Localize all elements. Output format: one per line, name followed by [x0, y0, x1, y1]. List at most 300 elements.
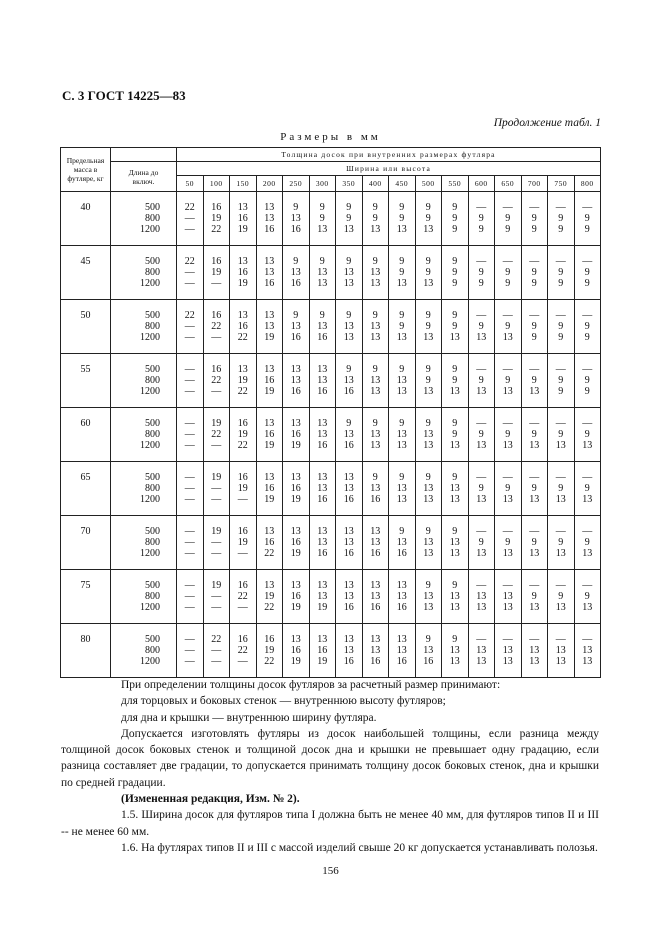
thickness-cell	[309, 570, 336, 624]
thickness-cell	[389, 354, 416, 408]
thickness-value: 9	[452, 213, 458, 224]
thickness-value: 9	[452, 429, 458, 440]
thickness-value: 13	[264, 418, 275, 429]
thickness-cell	[256, 354, 283, 408]
thickness-value: 13	[317, 375, 328, 386]
thickness-value: —	[476, 526, 487, 537]
thickness-value: 13	[582, 656, 593, 667]
thickness-value: 19	[290, 602, 301, 613]
thickness-value: 16	[343, 440, 354, 451]
thickness-value: 13	[370, 321, 381, 332]
thickness-value: 9	[558, 375, 564, 386]
thickness-value: 13	[476, 440, 487, 451]
thickness-cell	[442, 570, 469, 624]
thickness-cell	[415, 408, 442, 462]
thickness-value: 16	[343, 602, 354, 613]
thickness-value: 13	[343, 375, 354, 386]
thickness-value: 13	[502, 440, 513, 451]
thickness-value: 16	[343, 494, 354, 505]
length-value: 1200	[140, 332, 160, 343]
thickness-value: 13	[317, 321, 328, 332]
table-row	[61, 300, 601, 354]
thickness-value: —	[529, 202, 540, 213]
thickness-value: 13	[343, 634, 354, 645]
thickness-value: 13	[476, 591, 487, 602]
thickness-value: —	[184, 526, 195, 537]
thickness-cell	[283, 246, 310, 300]
thickness-cell	[256, 624, 283, 678]
thickness-value: 13	[502, 386, 513, 397]
thickness-table	[60, 147, 601, 678]
thickness-value: —	[184, 332, 195, 343]
paragraph: При определении толщины досок футляров за расчетный размер принимают:	[121, 679, 501, 691]
thickness-value: 9	[505, 267, 511, 278]
thickness-value: 13	[237, 202, 248, 213]
thickness-value: 13	[555, 656, 566, 667]
thickness-value: 9	[319, 256, 325, 267]
thickness-value: 13	[502, 602, 513, 613]
thickness-cell	[283, 300, 310, 354]
thickness-value: 9	[319, 202, 325, 213]
thickness-cell	[256, 462, 283, 516]
thickness-cell	[309, 408, 336, 462]
thickness-value: 13	[529, 440, 540, 451]
thickness-value: 13	[370, 386, 381, 397]
thickness-value: 9	[478, 429, 484, 440]
thickness-cell	[203, 624, 230, 678]
thickness-value: 16	[264, 224, 275, 235]
width-header: 800	[574, 176, 601, 192]
length-cell	[111, 192, 177, 246]
thickness-value: 13	[343, 267, 354, 278]
thickness-value: 9	[346, 310, 352, 321]
thickness-value: 9	[452, 418, 458, 429]
thickness-value: 13	[449, 332, 460, 343]
thickness-value: 13	[317, 267, 328, 278]
thickness-value: 19	[290, 656, 301, 667]
thickness-value: 16	[237, 213, 248, 224]
thickness-value: 9	[399, 213, 405, 224]
thickness-value: 13	[370, 429, 381, 440]
paragraph: для торцовых и боковых стенок — внутреннюю высоту футляров;	[121, 695, 446, 708]
thickness-value: 13	[264, 580, 275, 591]
thickness-value: 9	[452, 580, 458, 591]
thickness-value: —	[555, 580, 566, 591]
thickness-value: 13	[396, 375, 407, 386]
thickness-value: —	[529, 364, 540, 375]
thickness-cell	[256, 570, 283, 624]
thickness-cell	[548, 408, 575, 462]
thickness-cell	[574, 570, 601, 624]
thickness-cell	[389, 300, 416, 354]
thickness-value: 16	[237, 526, 248, 537]
thickness-value: 13	[370, 634, 381, 645]
thickness-cell	[415, 570, 442, 624]
thickness-value: 22	[237, 386, 248, 397]
sub-header: Ширина или высота	[177, 162, 601, 176]
thickness-cell	[177, 300, 204, 354]
thickness-value: 9	[293, 202, 299, 213]
thickness-value: —	[184, 472, 195, 483]
thickness-value: —	[555, 526, 566, 537]
thickness-cell	[177, 408, 204, 462]
thickness-value: 16	[290, 278, 301, 289]
thickness-value: 13	[423, 591, 434, 602]
thickness-value: 13	[370, 580, 381, 591]
thickness-value: 16	[264, 483, 275, 494]
thickness-cell	[283, 408, 310, 462]
thickness-value: 16	[290, 224, 301, 235]
thickness-value: 13	[370, 332, 381, 343]
thickness-value: 9	[399, 310, 405, 321]
thickness-cell	[230, 408, 257, 462]
thickness-value: 13	[290, 364, 301, 375]
thickness-value: —	[211, 440, 222, 451]
width-header: 400	[362, 176, 389, 192]
thickness-value: 9	[372, 202, 378, 213]
thickness-cell	[309, 300, 336, 354]
thickness-value: 13	[476, 602, 487, 613]
thickness-value: 16	[343, 548, 354, 559]
thickness-value: 13	[317, 591, 328, 602]
thickness-value: 13	[449, 656, 460, 667]
thickness-value: 16	[317, 645, 328, 656]
thickness-value: 13	[582, 440, 593, 451]
thickness-value: 9	[558, 267, 564, 278]
width-header: 300	[309, 176, 336, 192]
thickness-cell	[548, 570, 575, 624]
thickness-cell	[230, 300, 257, 354]
thickness-cell	[177, 246, 204, 300]
thickness-value: —	[476, 472, 487, 483]
thickness-value: 9	[584, 267, 590, 278]
thickness-value: 13	[370, 645, 381, 656]
thickness-value: 19	[237, 429, 248, 440]
thickness-cell	[468, 354, 495, 408]
thickness-value: 9	[293, 256, 299, 267]
thickness-cell	[442, 516, 469, 570]
thickness-value: 13	[476, 656, 487, 667]
thickness-value: 16	[396, 656, 407, 667]
thickness-value: 9	[531, 224, 537, 235]
thickness-cell	[468, 408, 495, 462]
thickness-cell	[177, 516, 204, 570]
thickness-value: 19	[237, 483, 248, 494]
width-header: 650	[495, 176, 522, 192]
thickness-value: 9	[452, 224, 458, 235]
thickness-value: —	[476, 634, 487, 645]
thickness-cell	[389, 462, 416, 516]
thickness-value: 9	[584, 386, 590, 397]
thickness-value: 13	[423, 548, 434, 559]
thickness-value: —	[476, 364, 487, 375]
thickness-value: 13	[555, 548, 566, 559]
thickness-value: —	[529, 634, 540, 645]
thickness-value: 9	[505, 224, 511, 235]
thickness-value: 16	[290, 645, 301, 656]
thickness-value: 13	[343, 224, 354, 235]
thickness-value: 9	[505, 278, 511, 289]
thickness-cell	[495, 300, 522, 354]
thickness-value: 13	[476, 645, 487, 656]
thickness-cell	[203, 192, 230, 246]
thickness-value: 9	[531, 537, 537, 548]
thickness-cell	[203, 570, 230, 624]
thickness-value: —	[184, 386, 195, 397]
length-value: 800	[145, 321, 160, 332]
table-continuation-label: Продолжение табл. 1	[493, 117, 601, 129]
thickness-cell	[309, 354, 336, 408]
thickness-cell	[442, 246, 469, 300]
thickness-value: 13	[343, 591, 354, 602]
thickness-value: 13	[449, 645, 460, 656]
thickness-cell	[283, 192, 310, 246]
thickness-value: 16	[237, 321, 248, 332]
thickness-value: 16	[211, 310, 222, 321]
thickness-value: 9	[478, 224, 484, 235]
thickness-value: 13	[396, 580, 407, 591]
running-title: С. 3 ГОСТ 14225—83	[62, 88, 186, 103]
thickness-cell	[309, 516, 336, 570]
thickness-value: —	[184, 645, 195, 656]
thickness-value: 13	[343, 580, 354, 591]
thickness-cell	[468, 624, 495, 678]
thickness-value: 16	[211, 202, 222, 213]
thickness-value: 9	[558, 537, 564, 548]
thickness-value: 9	[531, 267, 537, 278]
thickness-value: 13	[290, 526, 301, 537]
table-row	[61, 246, 601, 300]
thickness-value: 19	[211, 213, 222, 224]
thickness-cell	[495, 570, 522, 624]
thickness-cell	[495, 246, 522, 300]
mass-cell: 60	[61, 408, 111, 462]
thickness-value: 13	[423, 440, 434, 451]
thickness-value: —	[184, 656, 195, 667]
thickness-cell	[203, 462, 230, 516]
thickness-value: —	[211, 483, 222, 494]
thickness-value: —	[184, 440, 195, 451]
thickness-value: 13	[529, 386, 540, 397]
thickness-value: 9	[531, 332, 537, 343]
thickness-value: 13	[343, 278, 354, 289]
thickness-value: 13	[264, 256, 275, 267]
table-row	[61, 570, 601, 624]
thickness-cell	[468, 300, 495, 354]
thickness-value: —	[476, 256, 487, 267]
thickness-value: 9	[452, 375, 458, 386]
thickness-cell	[548, 354, 575, 408]
thickness-value: 9	[452, 364, 458, 375]
thickness-value: 13	[555, 494, 566, 505]
length-value: 800	[145, 483, 160, 494]
thickness-value: 9	[531, 278, 537, 289]
thickness-value: 13	[502, 645, 513, 656]
thickness-value: —	[555, 202, 566, 213]
thickness-value: 13	[555, 602, 566, 613]
width-header: 600	[468, 176, 495, 192]
thickness-cell	[521, 192, 548, 246]
thickness-value: —	[211, 548, 222, 559]
mass-cell: 45	[61, 246, 111, 300]
thickness-value: 19	[237, 278, 248, 289]
thickness-value: —	[184, 429, 195, 440]
thickness-cell	[309, 462, 336, 516]
thickness-value: —	[555, 256, 566, 267]
thickness-value: 9	[505, 429, 511, 440]
table-row	[61, 192, 601, 246]
thickness-value: 9	[372, 418, 378, 429]
thickness-value: 13	[290, 213, 301, 224]
thickness-cell	[548, 246, 575, 300]
thickness-value: —	[184, 580, 195, 591]
thickness-value: 9	[584, 537, 590, 548]
thickness-value: 22	[184, 202, 195, 213]
thickness-value: —	[211, 537, 222, 548]
thickness-value: —	[184, 364, 195, 375]
thickness-value: 9	[558, 591, 564, 602]
paragraph-1-6: 1.6. На футлярах типов II и III с массой изделий свыше 20 кг допускается устанавливать полозья.	[121, 841, 598, 854]
thickness-cell	[415, 516, 442, 570]
thickness-value: 16	[290, 332, 301, 343]
thickness-value: 9	[584, 321, 590, 332]
thickness-value: —	[184, 537, 195, 548]
thickness-value: 9	[319, 213, 325, 224]
thickness-value: 9	[372, 364, 378, 375]
thickness-cell	[574, 408, 601, 462]
thickness-cell	[574, 246, 601, 300]
thickness-value: —	[529, 310, 540, 321]
thickness-cell	[336, 624, 363, 678]
thickness-value: —	[555, 310, 566, 321]
length-value: 500	[145, 202, 160, 213]
thickness-value: 13	[264, 267, 275, 278]
thickness-cell	[468, 192, 495, 246]
thickness-value: 9	[558, 321, 564, 332]
thickness-cell	[336, 300, 363, 354]
thickness-cell	[415, 462, 442, 516]
thickness-value: 9	[399, 472, 405, 483]
thickness-value: 13	[449, 386, 460, 397]
thickness-cell	[362, 624, 389, 678]
thickness-value: 13	[317, 224, 328, 235]
thickness-value: 13	[396, 332, 407, 343]
page-number: 156	[322, 865, 339, 877]
thickness-value: 19	[317, 656, 328, 667]
thickness-value: —	[184, 483, 195, 494]
thickness-value: 13	[555, 645, 566, 656]
thickness-value: 16	[370, 548, 381, 559]
length-value: 1200	[140, 602, 160, 613]
thickness-value: 13	[264, 321, 275, 332]
thickness-value: 13	[396, 537, 407, 548]
thickness-value: 13	[423, 224, 434, 235]
thickness-value: —	[582, 634, 593, 645]
group-header: Толщина досок при внутренних размерах футляра	[177, 148, 601, 162]
thickness-value: 13	[317, 580, 328, 591]
thickness-value: 13	[555, 440, 566, 451]
thickness-value: 13	[396, 634, 407, 645]
table-units-label: Размеры в мм	[280, 131, 381, 143]
thickness-value: 9	[558, 278, 564, 289]
thickness-value: 9	[425, 472, 431, 483]
paragraph: для дна и крышки — внутреннюю ширину футляра.	[121, 711, 377, 724]
length-value: 500	[145, 256, 160, 267]
thickness-value: 13	[290, 634, 301, 645]
thickness-value: 13	[264, 526, 275, 537]
thickness-value: 9	[584, 332, 590, 343]
thickness-value: —	[184, 321, 195, 332]
thickness-value: —	[582, 526, 593, 537]
thickness-value: 13	[423, 483, 434, 494]
thickness-value: 13	[343, 332, 354, 343]
thickness-value: 9	[558, 483, 564, 494]
thickness-value: 13	[370, 483, 381, 494]
thickness-value: 13	[317, 418, 328, 429]
thickness-value: 9	[584, 483, 590, 494]
length-value: 1200	[140, 656, 160, 667]
thickness-value: —	[476, 202, 487, 213]
thickness-value: —	[582, 202, 593, 213]
thickness-value: 13	[396, 278, 407, 289]
thickness-value: 13	[396, 440, 407, 451]
thickness-cell	[309, 246, 336, 300]
thickness-value: 9	[584, 375, 590, 386]
thickness-value: 16	[237, 418, 248, 429]
length-value: 800	[145, 267, 160, 278]
thickness-value: 19	[211, 472, 222, 483]
thickness-value: 9	[531, 375, 537, 386]
thickness-value: 13	[502, 591, 513, 602]
thickness-value: 13	[264, 202, 275, 213]
thickness-value: 9	[558, 332, 564, 343]
thickness-value: 19	[211, 580, 222, 591]
thickness-value: —	[184, 548, 195, 559]
thickness-value: 16	[370, 656, 381, 667]
length-cell	[111, 300, 177, 354]
thickness-value: 13	[502, 494, 513, 505]
thickness-cell	[548, 516, 575, 570]
thickness-value: 13	[423, 645, 434, 656]
thickness-cell	[415, 354, 442, 408]
thickness-cell	[256, 408, 283, 462]
thickness-value: 16	[343, 386, 354, 397]
thickness-cell	[495, 516, 522, 570]
thickness-value: 13	[423, 537, 434, 548]
thickness-value: 13	[502, 656, 513, 667]
thickness-cell	[230, 516, 257, 570]
thickness-value: 16	[264, 537, 275, 548]
thickness-value: 13	[343, 321, 354, 332]
length-cell	[111, 354, 177, 408]
amendment-note: (Измененная редакция, Изм. № 2).	[121, 793, 300, 806]
thickness-value: 13	[370, 278, 381, 289]
thickness-value: 22	[211, 375, 222, 386]
mass-cell: 40	[61, 192, 111, 246]
thickness-cell	[362, 354, 389, 408]
thickness-value: 16	[317, 494, 328, 505]
thickness-cell	[521, 300, 548, 354]
thickness-value: 9	[505, 321, 511, 332]
thickness-value: 9	[372, 213, 378, 224]
length-value: 500	[145, 634, 160, 645]
thickness-cell	[336, 408, 363, 462]
length-cell	[111, 516, 177, 570]
thickness-value: 9	[452, 202, 458, 213]
thickness-value: 22	[237, 440, 248, 451]
thickness-value: 16	[237, 634, 248, 645]
width-header: 250	[283, 176, 310, 192]
